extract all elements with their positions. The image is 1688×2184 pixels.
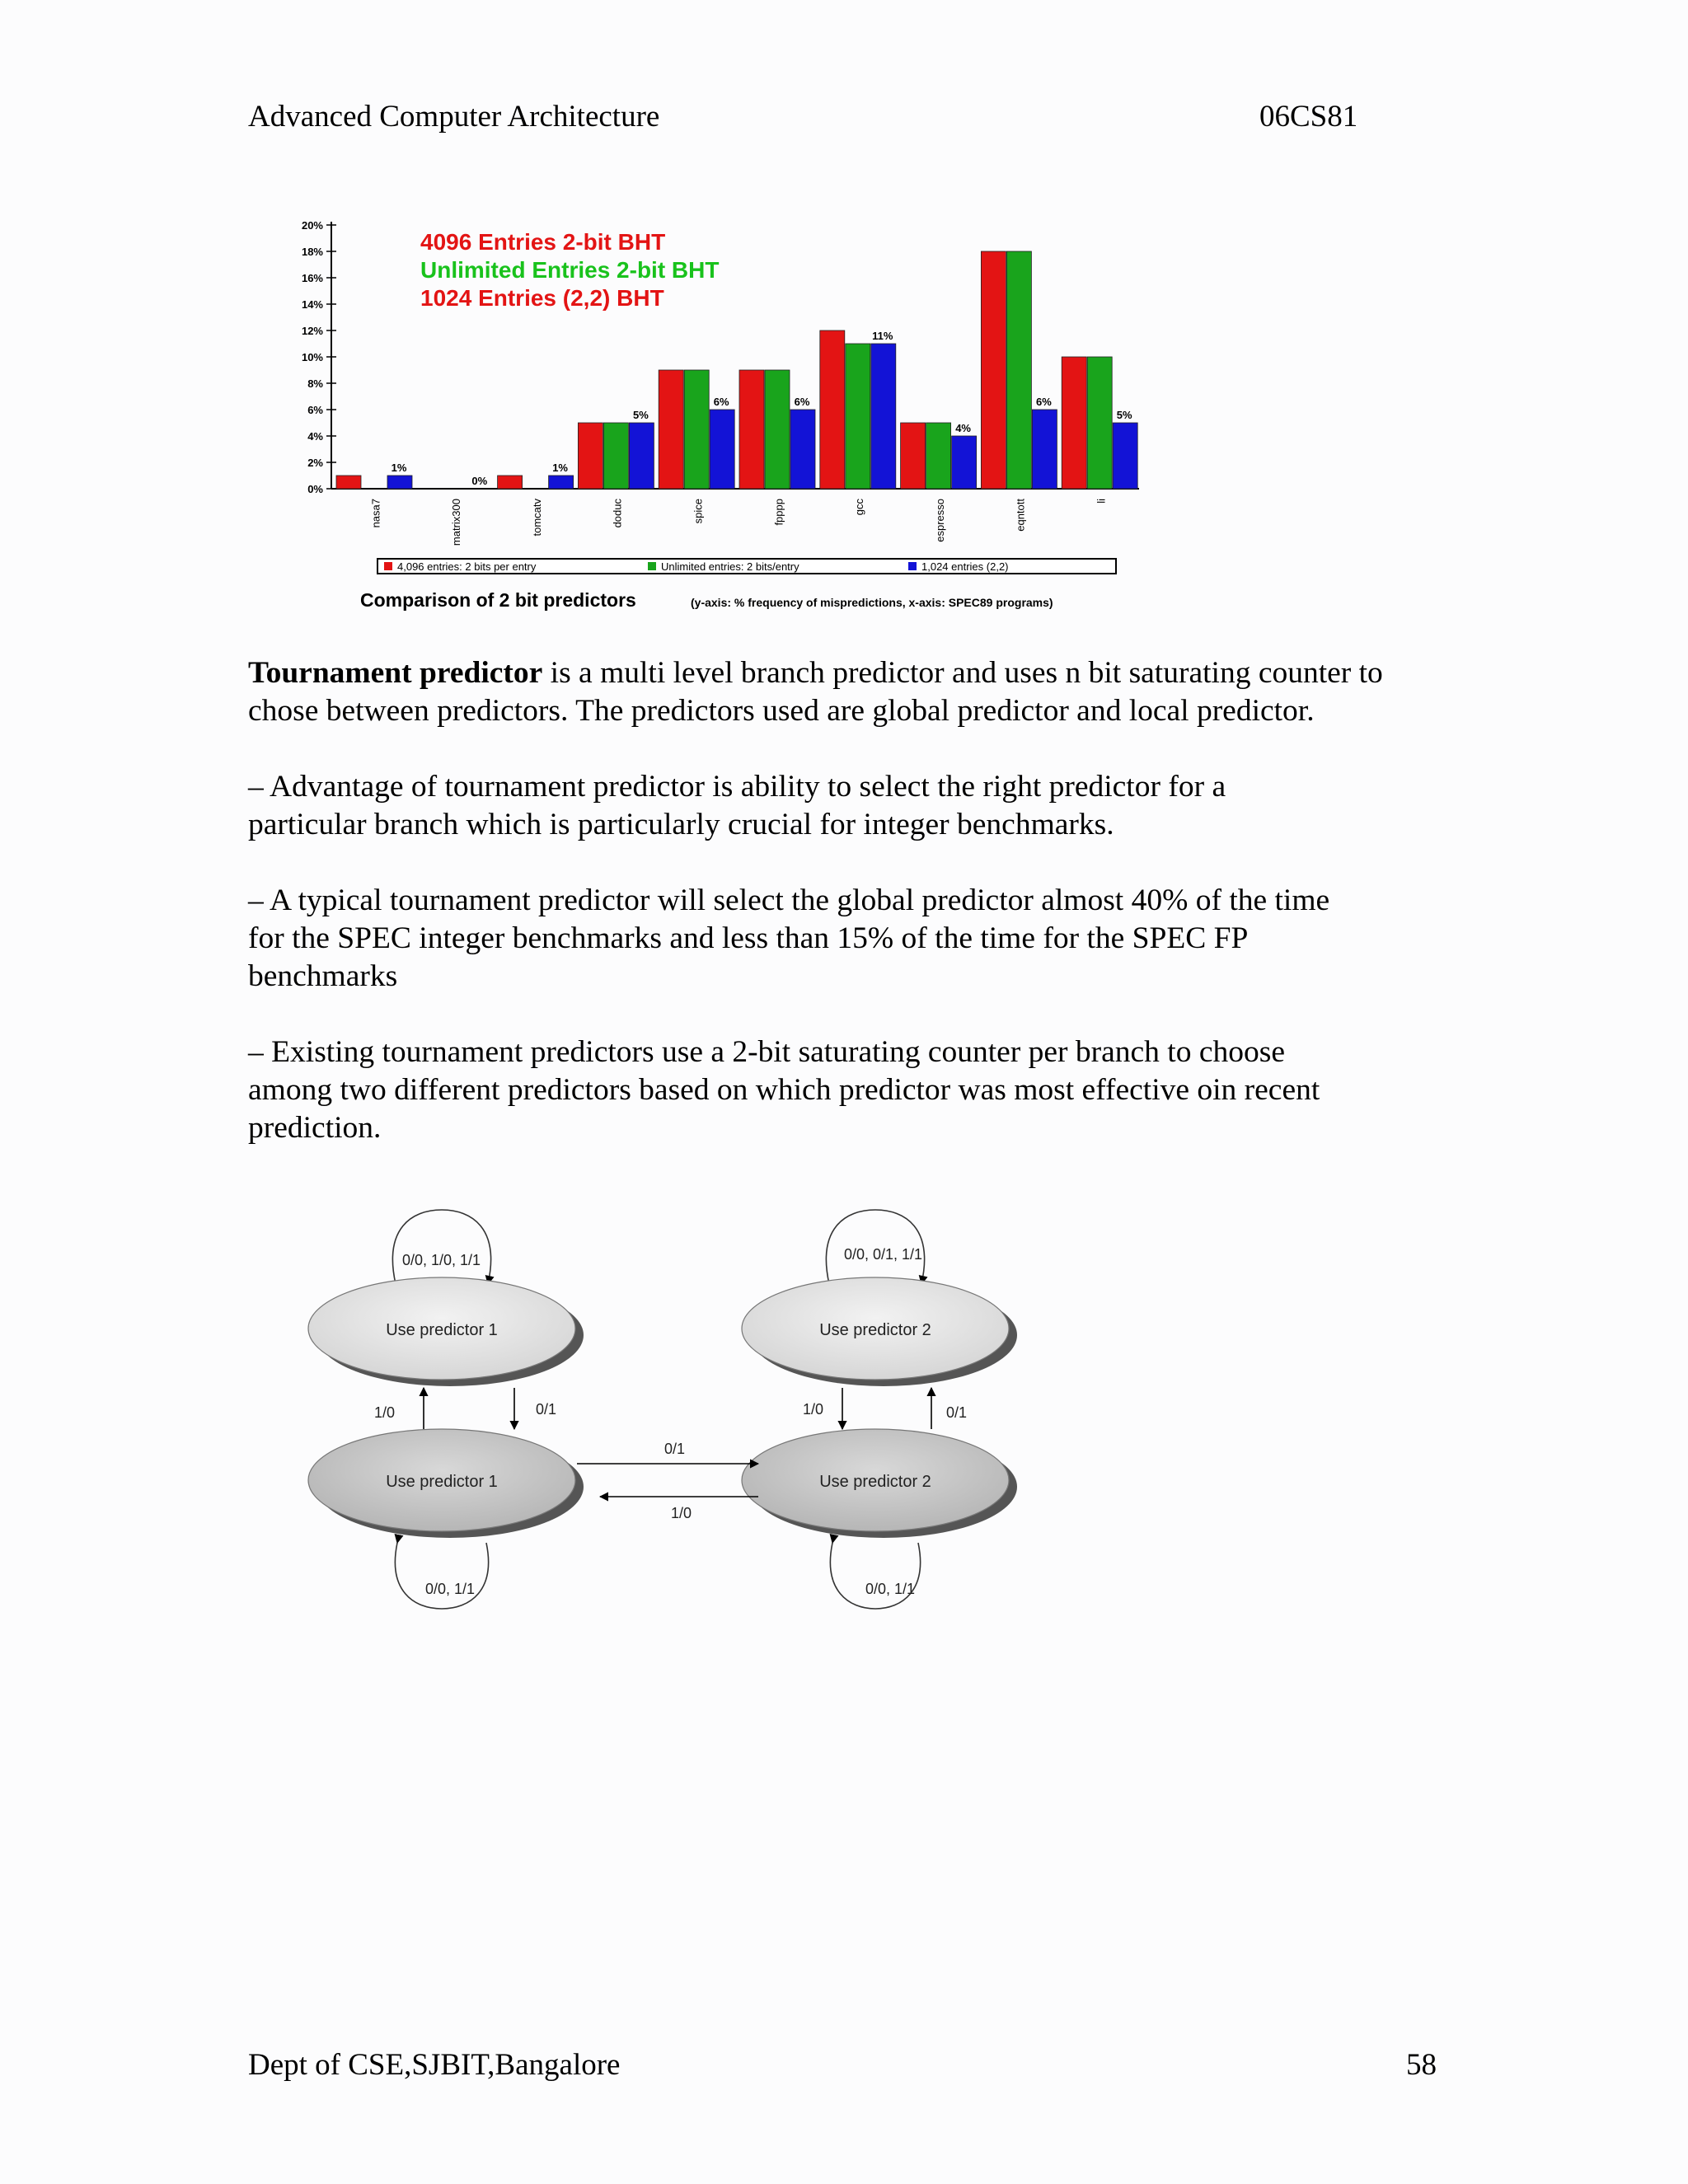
bar-eqntott-s0 <box>981 251 1006 489</box>
edge-label-mid-left: 1/0 <box>671 1505 692 1521</box>
chart-title-4096: 4096 Entries 2-bit BHT <box>420 229 666 255</box>
legend-label-unlimited: Unlimited entries: 2 bits/entry <box>661 560 799 573</box>
chart-title-unlimited: Unlimited Entries 2-bit BHT <box>420 257 720 283</box>
bar-fpppp-s1 <box>765 370 790 489</box>
bar-gcc-s2 <box>871 344 896 489</box>
bar-li-s0 <box>1062 357 1086 489</box>
data-label-gcc: 11% <box>872 330 893 342</box>
footer-dept: Dept of CSE,SJBIT,Bangalore <box>248 2048 621 2082</box>
bar-fpppp-s2 <box>790 410 815 489</box>
bar-doduc-s0 <box>578 423 603 489</box>
x-tick-label-spice: spice <box>692 499 705 524</box>
legend-label-1024: 1,024 entries (2,2) <box>921 560 1009 573</box>
data-label-li: 5% <box>1116 409 1132 421</box>
footer-page-number: 58 <box>1406 2048 1437 2082</box>
y-tick-label: 10% <box>301 351 323 363</box>
y-tick-label: 20% <box>301 219 323 232</box>
paragraph-tournament-predictor <box>248 654 1451 730</box>
legend-swatch-4096 <box>384 562 392 570</box>
edge-label-left-down: 0/1 <box>536 1401 557 1418</box>
loop-label-br: 0/0, 1/1 <box>865 1581 916 1597</box>
data-label-eqntott: 6% <box>1036 396 1052 408</box>
bar-doduc-s2 <box>629 423 654 489</box>
y-tick-label: 8% <box>307 377 323 390</box>
predictor-comparison-chart <box>272 210 1228 622</box>
data-label-doduc: 5% <box>633 409 649 421</box>
y-tick-label: 18% <box>301 246 323 258</box>
y-tick-label: 6% <box>307 404 323 416</box>
loop-arrow-tl <box>392 1210 490 1284</box>
loop-arrow-bl <box>395 1543 488 1609</box>
chart-caption: Comparison of 2 bit predictors <box>360 589 636 611</box>
data-label-fpppp: 6% <box>794 396 810 408</box>
bar-doduc-s1 <box>603 423 628 489</box>
edge-label-left-up: 1/0 <box>374 1404 396 1421</box>
edge-label-right-up: 0/1 <box>946 1404 968 1421</box>
paragraph-advantage: – Advantage of tournament predictor is ability to select the right predictor for a particular branch which is particularly crucial for integer benchmarks. <box>248 770 1226 841</box>
loop-label-tl: 0/0, 1/0, 1/1 <box>402 1252 481 1268</box>
edge-label-mid-right: 0/1 <box>664 1441 686 1457</box>
paragraph-typical-selection: – A typical tournament predictor will select the global predictor almost 40% of the time for the SPEC integer benchmarks and less than 15% of the time for the SPEC FP benchmarks <box>248 883 1330 993</box>
bar-gcc-s1 <box>846 344 870 489</box>
bar-tomcatv-s0 <box>498 476 523 489</box>
tournament-predictor-term: Tournament predictor <box>248 656 543 690</box>
y-tick-label: 16% <box>301 272 323 284</box>
tournament-state-diagram <box>305 1195 1047 1624</box>
bar-gcc-s0 <box>820 330 845 489</box>
x-tick-label-tomcatv: tomcatv <box>530 499 543 537</box>
data-label-nasa7: 1% <box>391 462 407 474</box>
state-tr-label: Use predictor 2 <box>819 1321 931 1339</box>
bar-li-s2 <box>1113 423 1137 489</box>
state-bl-label: Use predictor 1 <box>386 1473 498 1491</box>
bar-espresso-s1 <box>926 423 951 489</box>
loop-arrow-br <box>830 1543 920 1609</box>
y-tick-label: 2% <box>307 457 323 469</box>
data-label-espresso: 4% <box>955 422 971 434</box>
bar-spice-s0 <box>659 370 683 489</box>
bar-li-s1 <box>1087 357 1112 489</box>
bar-eqntott-s1 <box>1006 251 1031 489</box>
legend-swatch-1024 <box>908 562 917 570</box>
loop-label-bl: 0/0, 1/1 <box>425 1581 476 1597</box>
x-axis-labels <box>369 499 1107 546</box>
bar-tomcatv-s2 <box>549 476 574 489</box>
data-label-matrix300: 0% <box>471 475 488 487</box>
x-tick-label-espresso: espresso <box>933 499 946 542</box>
x-tick-label-li: li <box>1095 499 1108 504</box>
x-tick-label-doduc: doduc <box>611 499 624 528</box>
chart-title-1024: 1024 Entries (2,2) BHT <box>420 285 664 311</box>
legend-label-4096: 4,096 entries: 2 bits per entry <box>397 560 537 573</box>
y-tick-label: 0% <box>307 483 323 495</box>
header-course-code: 06CS81 <box>1259 100 1358 134</box>
bar-eqntott-s2 <box>1032 410 1057 489</box>
y-tick-label: 4% <box>307 430 323 443</box>
bar-espresso-s2 <box>952 436 977 489</box>
chart-legend <box>377 559 1116 574</box>
bar-fpppp-s0 <box>739 370 764 489</box>
data-label-spice: 6% <box>713 396 729 408</box>
paragraph-existing-predictors: – Existing tournament predictors use a 2-bit saturating counter per branch to choose among two different predictors based on which predictor was most effective oin recent prediction. <box>248 1035 1320 1145</box>
state-tl-label: Use predictor 1 <box>386 1321 498 1339</box>
data-label-tomcatv: 1% <box>552 462 568 474</box>
y-tick-label: 12% <box>301 325 323 337</box>
x-tick-label-fpppp: fpppp <box>772 499 785 526</box>
y-tick-label: 14% <box>301 298 323 311</box>
loop-label-tr: 0/0, 0/1, 1/1 <box>844 1246 923 1263</box>
bar-spice-s1 <box>684 370 709 489</box>
legend-swatch-unlimited <box>648 562 656 570</box>
header-title: Advanced Computer Architecture <box>248 100 660 134</box>
bar-nasa7-s2 <box>387 476 412 489</box>
edge-label-right-down: 1/0 <box>803 1401 824 1418</box>
paragraph-1-text: is a multi level branch predictor and uses n bit saturating counter to chose between predictors. The predictors used are global predictor and local predictor. <box>248 656 1383 728</box>
x-tick-label-gcc: gcc <box>853 499 866 516</box>
bar-spice-s2 <box>710 410 734 489</box>
bar-nasa7-s0 <box>336 476 361 489</box>
bar-espresso-s0 <box>901 423 926 489</box>
state-br-label: Use predictor 2 <box>819 1473 931 1491</box>
chart-caption-note: (y-axis: % frequency of mispredictions, x-axis: SPEC89 programs) <box>691 596 1053 609</box>
x-tick-label-matrix300: matrix300 <box>450 499 463 546</box>
x-tick-label-eqntott: eqntott <box>1014 499 1027 532</box>
x-tick-label-nasa7: nasa7 <box>369 499 382 528</box>
